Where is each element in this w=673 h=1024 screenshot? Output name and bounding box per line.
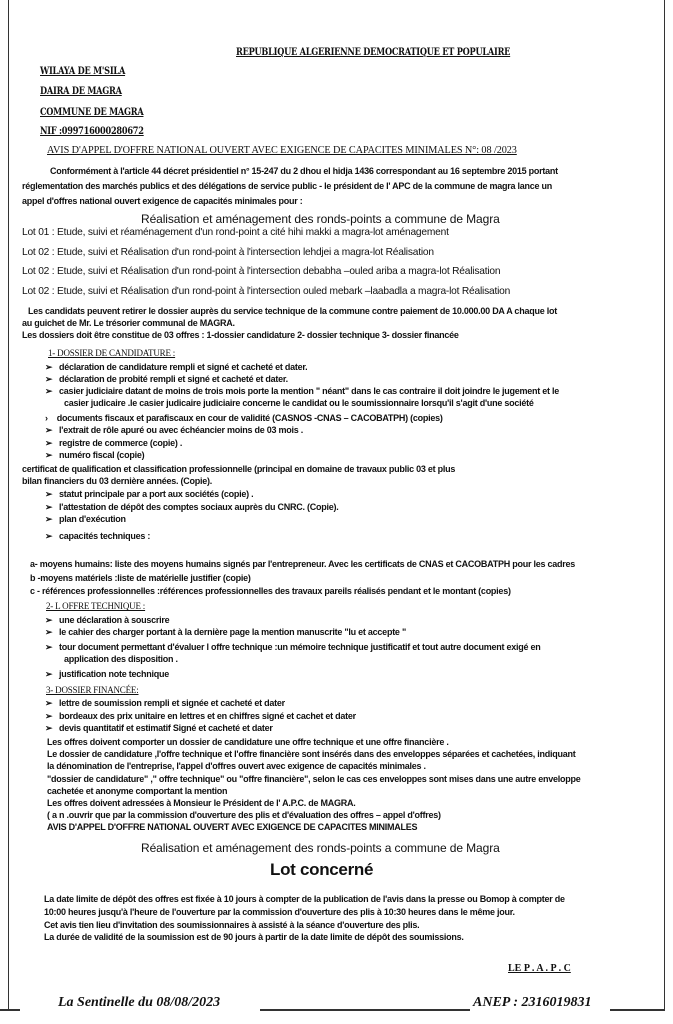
final-line: Cet avis tien lieu d'invitation des soumissionnaires à assisté à la séance d'ouverture des plis. [44,919,420,930]
capacity-line: a- moyens humains: liste des moyens humains signés par l'entrepreneur. Avec les certificats de CNAS et CACOBATPH pour les cadres [30,559,575,569]
newspaper-date: La Sentinelle du 08/08/2023 [58,995,221,1010]
final-line: La date limite de dépôt des offres est fixée à 10 jours à compter de la publication de l'avis dans la presse ou Bomop à compter de [44,894,565,904]
retrait-line: Les dossiers doit être constitue de 03 offres : 1-dossier candidature 2- dossier technique 3- dossier financée [22,330,459,340]
s1-list-2: ➢ statut principale par a port aux sociétés (copie) . ➢ l'attestation de dépôt des comptes sociaux auprès du CNRC. (Copie). ➢ plan d'exécution ➢ capacités techniques : [45,489,339,541]
list-item: application des disposition . [64,654,178,664]
list-item: casier judicaire .le casier judicaire judiciaire concerne le candidat ou le soumissionnaire lorsqu'il s'agit d'une société [64,398,534,408]
section-financiere-title: 3- DOSSIER FINANCÉE: [46,685,139,695]
list-item: plan d'exécution [59,514,126,524]
final-line: 10:00 heures jusqu'à l'heure de l'ouverture par la commission d'ouverture des plis à 10:30 heures dans le même jour. [44,906,515,917]
list-item: numéro fiscal (copie) [59,450,145,460]
list-item: lettre de soumission rempli et signée et cacheté et dater [59,698,285,708]
list-item: justification note technique [59,669,170,679]
daira: DAIRA DE MAGRA [40,86,122,97]
intro-line: Conformément à l'article 44 décret présidentiel n° 15-247 du 2 dhou el hidja 1436 correspondant au 16 septembre 2015 portant [50,166,558,176]
footer-rule [0,1009,20,1011]
offres-line: ( a n .ouvrir que par la commission d'ouverture des plis et d'évaluation des offres – appel d'offres) [47,810,441,821]
anep-number: ANEP : 2316019831 [473,995,592,1010]
section-candidature-title: 1- DOSSIER DE CANDIDATURE : [48,348,176,358]
notice-title: AVIS D'APPEL D'OFFRE NATIONAL OUVERT AVEC EXIGENCE DE CAPACITES MINIMALES N°: 08 /2023 [47,144,517,156]
list-item: documents fiscaux et parafiscaux en cour de validité (CASNOS -CNAS – CACOBATPH) (copies) [56,413,443,423]
offres-line: la dénomination de l'entreprise, l'appel d'offres ouvert avec exigence de capacités minimales . [47,761,426,772]
list-item: statut principale par a port aux sociétés (copie) . [59,489,254,499]
section-technique-title: 2- L OFFRE TECHNIQUE : [46,601,146,611]
s1-list: ➢ déclaration de candidature rempli et signé et cacheté et dater. ➢ déclaration de probité rempli et signé et cacheté et dater. ➢ casier judiciaire datant de moins de trois mois porte la mention " néant" dans le cas contraire il doit joindre le jugement et le casier judicaire .le casier judicaire judiciaire concerne le candidat ou le soumissionnaire lorsqu'il s'agit d'une société › documents fiscaux et parafiscaux en cour de validité (CASNOS -CNAS – CACOBATPH) (copies) ➢ l'extrait de rôle apuré ou avec échéancier moins de 03 mois . ➢ registre de commerce (copie) . ➢ numéro fiscal (copie) [45,362,559,460]
list-item: tour document permettant d'évaluer l offre technique :un mémoire technique justificatif et tout autre document exigé en [59,642,541,652]
list-item: bordeaux des prix unitaire en lettres et en chiffres signé et cachet et dater [59,710,356,721]
lot-item: Lot 02 : Etude, suivi et Réalisation d'un rond-point à l'intersection lehdjei a magra-lot Réalisation [22,247,434,258]
list-item: casier judiciaire datant de moins de trois mois porte la mention " néant" dans le cas contraire il doit joindre le jugement et le [59,386,559,396]
signature: LE P . A . P . C [508,963,571,974]
bilan-line: bilan financiers du 03 dernière années. (Copie). [22,476,213,486]
intro-line: appel d'offres national ouvert exigence de capacités minimales pour : [22,196,303,206]
list-item: une déclaration à souscrire [59,615,170,625]
nif: NIF :099716000280672 [40,126,144,137]
s3-list: ➢ lettre de soumission rempli et signée et cacheté et dater ➢ bordeaux des prix unitaire en lettres et en chiffres signé et cachet et dater ➢ devis quantitatif et estimatif Signé et cacheté et dater [45,698,356,733]
list-item: déclaration de candidature rempli et signé et cacheté et dater. [59,362,308,372]
wilaya: WILAYA DE M'SILA [40,66,126,77]
footer-rule [610,1009,664,1011]
lot-item: Lot 02 : Etude, suivi et Réalisation d'un rond-point à l'intersection ouled mebark –laabadla a magra-lot Réalisation [22,286,511,297]
capacity-line: b -moyens matériels :liste de matérielle justifier (copie) [30,573,251,583]
offres-block [47,736,581,834]
footer-rule [260,1009,470,1011]
list-item: devis quantitatif et estimatif Signé et cacheté et dater [59,723,273,733]
list-item: le cahier des charger portant à la dernière page la mention manuscrite "lu et accepte " [59,627,406,637]
list-item: l'extrait de rôle apuré ou avec échéancier moins de 03 mois . [59,425,304,435]
project-title-repeat: Réalisation et aménagement des ronds-points a commune de Magra [141,841,500,855]
list-item: registre de commerce (copie) . [59,438,183,448]
commune: COMMUNE DE MAGRA [40,107,144,118]
retrait-line: au guichet de Mr. Le trésorier communal de MAGRA. [22,318,235,328]
retrait-line: Les candidats peuvent retirer le dossier auprès du service technique de la commune contre paiement de 10.000.00 DA A chaque lot [28,306,557,316]
lot-item: Lot 01 : Etude, suivi et réaménagement d'un rond-point a cité hihi makki a magra-lot aménagement [22,227,449,238]
offres-line: "dossier de candidature" ," offre technique" ou "offre financière", selon le cas ces enveloppes sont mises dans une autre enveloppe [47,773,581,784]
offres-line: Les offres doivent adressées à Monsieur le Président de l' A.P.C. de MAGRA. [47,798,356,809]
offres-line: AVIS D'APPEL D'OFFRE NATIONAL OUVERT AVEC EXIGENCE DE CAPACITES MINIMALES [47,822,418,833]
offres-line: cachetée et anonyme comportant la mention [47,785,228,796]
lot-item: Lot 02 : Etude, suivi et Réalisation d'un rond-point à l'intersection debabha –ouled ariba a magra-lot Réalisation [22,266,501,277]
capacity-line: c - références professionnelles :références professionnelles des travaux pareils réalisés pendant et le montant (copies) [30,586,511,596]
list-item: capacités techniques : [59,531,151,541]
project-title: Réalisation et aménagement des ronds-points a commune de Magra [141,212,500,226]
offres-line: Le dossier de candidature ,l'offre technique et l'offre financière sont insérés dans des enveloppes séparées et cachetées, indiquant [47,749,576,760]
list-item: déclaration de probité rempli et signé et cacheté et dater. [59,374,288,384]
offres-line: Les offres doivent comporter un dossier de candidature une offre technique et une offre financière . [47,737,449,747]
lot-concerne-heading: Lot concerné [270,860,374,879]
s2-list: ➢ une déclaration à souscrire ➢ le cahier des charger portant à la dernière page la mention manuscrite "lu et accepte " ➢ tour document permettant d'évaluer l offre technique :un mémoire technique justificatif et tout autre document exigé en application des disposition . ➢ justification note technique [45,615,541,679]
list-item: l'attestation de dépôt des comptes sociaux auprès du CNRC. (Copie). [59,501,339,512]
final-line: La durée de validité de la soumission est de 90 jours à partir de la date limite de dépôt des soumissions. [44,932,464,943]
intro-line: réglementation des marchés publics et des délégations de service public - le président de l' APC de la commune de magra lance un [22,181,552,191]
republique-heading: REPUBLIQUE ALGERIENNE DEMOCRATIQUE ET POPULAIRE [236,47,511,58]
final-block [44,893,565,944]
certificat-line: certificat de qualification et classification professionnelle (principal en domaine de travaux public 03 et plus [22,464,456,474]
